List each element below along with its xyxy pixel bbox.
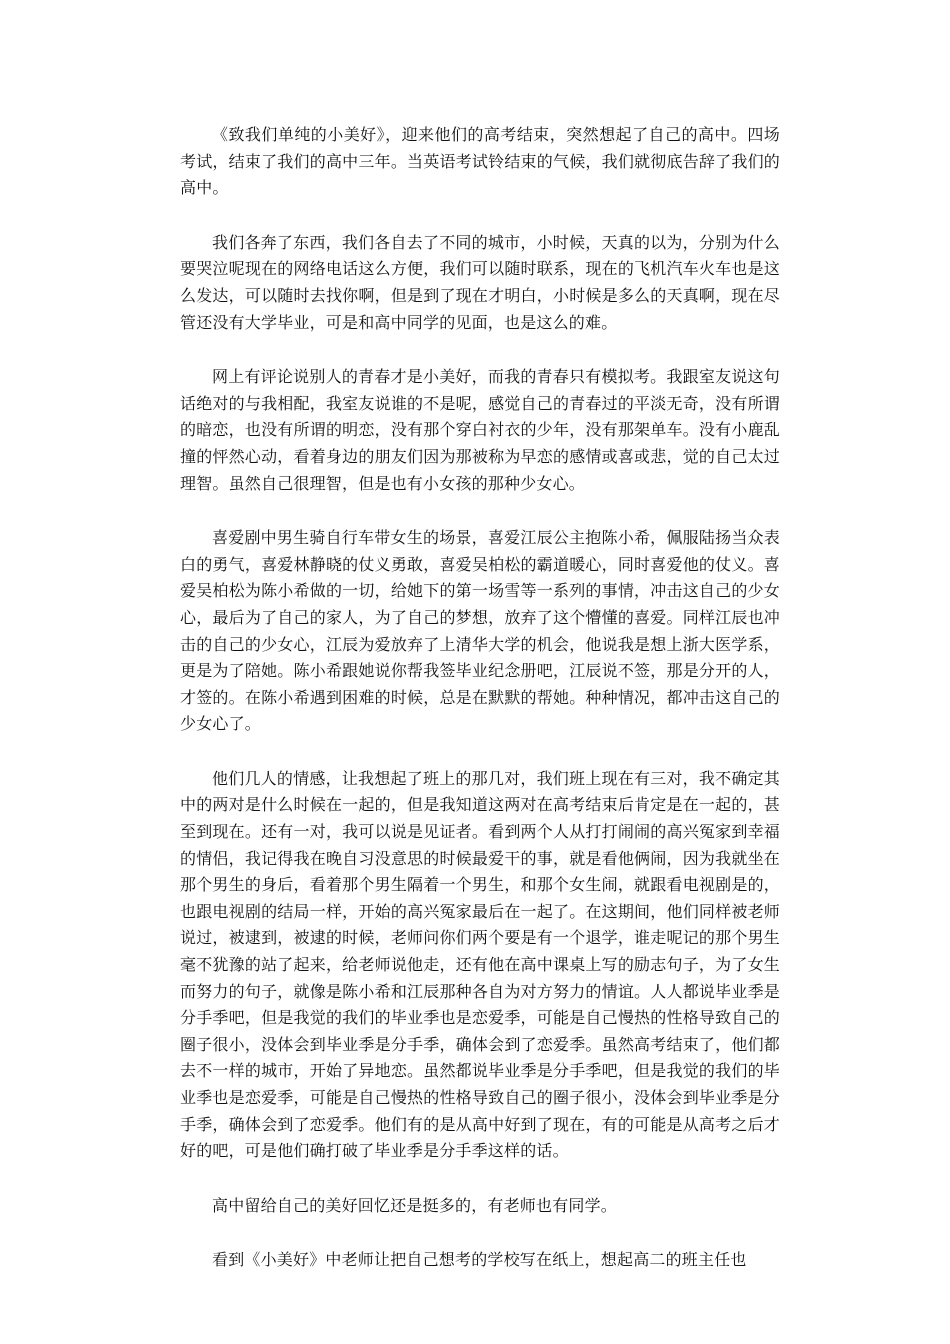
- paragraph-7: 看到《小美好》中老师让把自己想考的学校写在纸上，想起高二的班主任也: [212, 1250, 747, 1270]
- paragraph-2: 我们各奔了东西，我们各自去了不同的城市，小时候，天真的以为，分别为什么要哭泣呢现在的网络电话这么方便，我们可以随时联系，现在的飞机汽车火车也是这么发达，可以随时去找你啊，但是到了现在才明白，小时候是多么的天真啊，现在尽管还没有大学毕业，可是和高中同学的见面，也是这么的难。: [180, 232, 780, 332]
- paragraph-6: 高中留给自己的美好回忆还是挺多的，有老师也有同学。: [212, 1195, 618, 1215]
- document-page: [180, 122, 780, 1274]
- paragraph-4: 喜爱剧中男生骑自行车带女生的场景，喜爱江辰公主抱陈小希，佩服陆扬当众表白的勇气，喜爱林静晓的仗义勇敢，喜爱吴柏松的霸道暖心，同时喜爱他的仗义。喜爱吴柏松为陈小希做的一切，给她下的第一场雪等一系列的事情，冲击这自己的少女心，最后为了自己的家人，为了自己的梦想，放弃了这个懵懂的喜爱。同样江辰也冲击的自己的少女心，江辰为爱放弃了上清华大学的机会，他说我是想上浙大医学系，更是为了陪她。陈小希跟她说你帮我签毕业纪念册吧，江辰说不签，那是分开的人，才签的。在陈小希遇到困难的时候，总是在默默的帮她。种种情况，都冲击这自己的少女心了。: [180, 528, 780, 734]
- paragraph-1: 《致我们单纯的小美好》，迎来他们的高考结束，突然想起了自己的高中。四场考试，结束了我们的高中三年。当英语考试铃结束的气候，我们就彻底告辞了我们的高中。: [180, 125, 780, 198]
- paragraph-5: 他们几人的情感，让我想起了班上的那几对，我们班上现在有三对，我不确定其中的两对是什么时候在一起的，但是我知道这两对在高考结束后肯定是在一起的，甚至到现在。还有一对，我可以说是见证者。看到两个人从打打闹闹的高兴冤家到幸福的情侣，我记得我在晚自习没意思的时候最爱干的事，就是看他俩闹，因为我就坐在那个男生的身后，看着那个男生隔着一个男生，和那个女生闹，就跟看电视剧是的，也跟电视剧的结局一样，开始的高兴冤家最后在一起了。在这期间，他们同样被老师说过，被逮到，被逮的时候，老师问你们两个要是有一个退学，谁走呢记的那个男生毫不犹豫的站了起来，给老师说他走，还有他在高中课桌上写的励志句子，为了女生而努力的句子，就像是陈小希和江辰那种各自为对方努力的情谊。人人都说毕业季是分手季吧，但是我觉的我们的毕业季也是恋爱季，可能是自己慢热的性格导致自己的圈子很小，没体会到毕业季是分手季，确体会到了恋爱季。虽然高考结束了，他们都去不一样的城市，开始了异地恋。虽然都说毕业季是分手季吧，但是我觉的我们的毕业季也是恋爱季，可能是自己慢热的性格导致自己的圈子很小，没体会到毕业季是分手季，确体会到了恋爱季。他们有的是从高中好到了现在，有的可能是从高考之后才好的吧，可是他们确打破了毕业季是分手季这样的话。: [180, 768, 780, 1161]
- paragraph-3: 网上有评论说别人的青春才是小美好，而我的青春只有模拟考。我跟室友说这句话绝对的与我相配，我室友说谁的不是呢，感觉自己的青春过的平淡无奇，没有所谓的暗恋，也没有所谓的明恋，没有那个穿白衬衣的少年，没有那架单车。没有小鹿乱撞的怦然心动，看着身边的朋友们因为那被称为早恋的感情或喜或悲，觉的自己太过理智。虽然自己很理智，但是也有小女孩的那种少女心。: [180, 367, 780, 493]
